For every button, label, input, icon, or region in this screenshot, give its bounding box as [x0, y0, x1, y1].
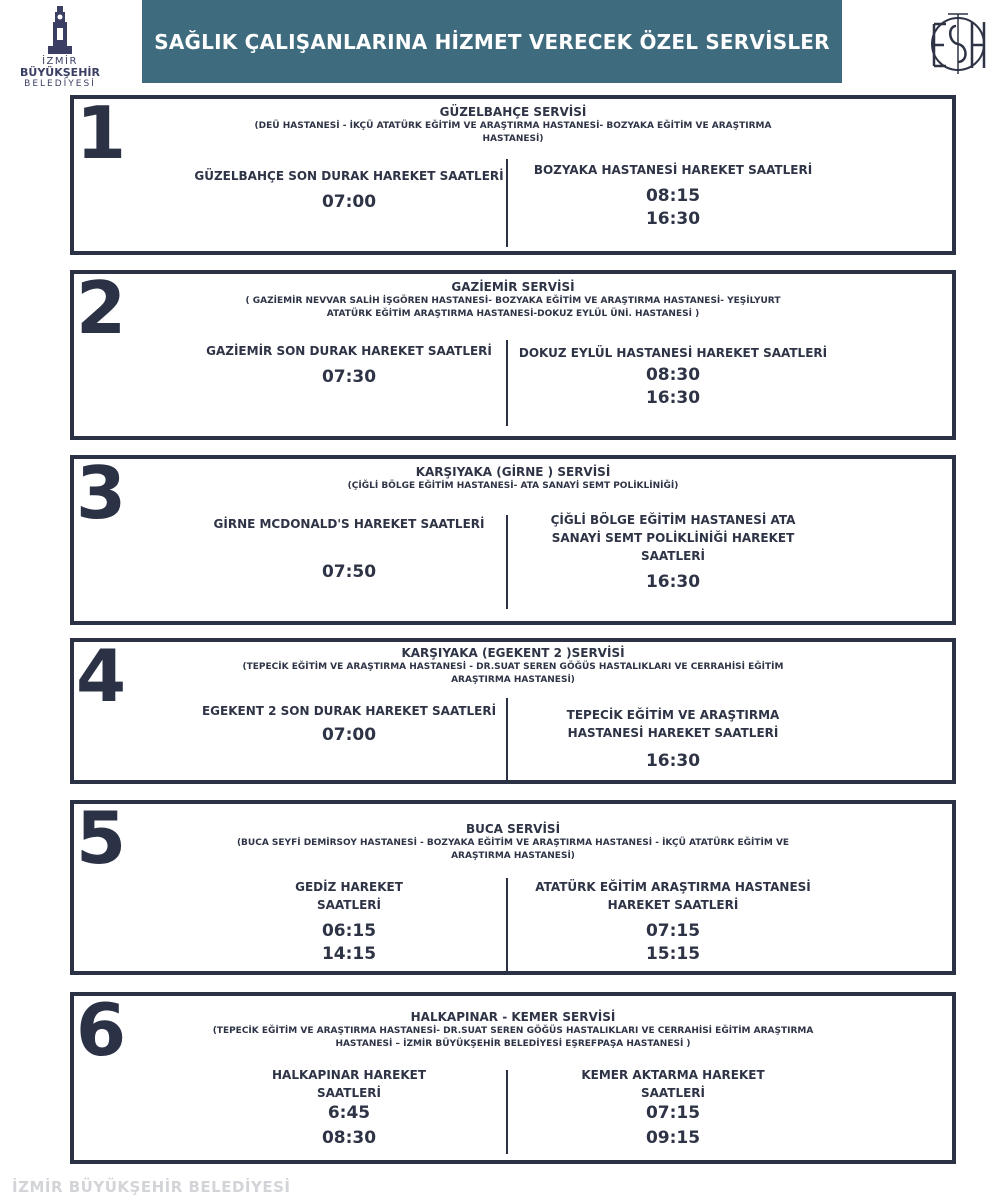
- route-subtitle: (BUCA SEYFİ DEMİRSOY HASTANESİ - BOZYAKA EĞİTİM VE ARAŞTIRMA HASTANESİ - İKÇÜ ATATÜRK EĞİTİM VE ARAŞTIRMA HASTANESİ): [236, 838, 790, 861]
- departure-time: 09:15: [645, 1128, 701, 1148]
- column-divider: [506, 878, 508, 971]
- route-subtitle: (TEPECİK EĞİTİM VE ARAŞTIRMA HASTANESİ - DR.SUAT SEREN GÖĞÜS HASTALIKLARI VE CERRAHİSİ EĞİTİM ARAŞTIRMA HASTANESİ): [242, 662, 784, 685]
- route-title: HALKAPINAR - KEMER SERVİSİ: [410, 1010, 616, 1024]
- route-card-5: [70, 796, 956, 975]
- departure-time: 07:00: [321, 192, 377, 212]
- departure-time: 08:30: [321, 1128, 377, 1148]
- izmir-logo: [6, 4, 114, 90]
- route-subtitle: ( GAZİEMİR NEVVAR SALİH İŞGÖREN HASTANESİ- BOZYAKA EĞİTİM VE ARAŞTIRMA HASTANESİ- YEŞİLYURT ATATÜRK EĞİTİM ARAŞTIRMA HASTANESİ-DOKUZ EYLÜL ÜNİ. HASTANESİ ): [245, 296, 781, 319]
- footer-watermark: İZMİR BÜYÜKŞEHİR BELEDİYESİ: [12, 1178, 291, 1196]
- route-card-2: [70, 266, 956, 440]
- departure-time: 08:15: [645, 186, 701, 206]
- route-subtitle: (ÇİĞLİ BÖLGE EĞİTİM HASTANESİ- ATA SANAYİ SEMT POLİKLİNİĞİ): [347, 481, 679, 491]
- right-stop-label: KEMER AKTARMA HAREKET SAATLERİ: [581, 1068, 765, 1100]
- route-card-1: [70, 91, 956, 255]
- right-stop-label: ÇİĞLİ BÖLGE EĞİTİM HASTANESİ ATA SANAYİ SEMT POLİKLİNİĞİ HAREKET SAATLERİ: [550, 513, 796, 563]
- route-number: 4: [76, 634, 127, 718]
- route-title: BUCA SERVİSİ: [465, 822, 561, 836]
- departure-time: 16:30: [645, 388, 701, 408]
- route-title: GÜZELBAHÇE SERVİSİ: [439, 105, 587, 119]
- right-stop-label: BOZYAKA HASTANESİ HAREKET SAATLERİ: [533, 163, 813, 177]
- route-number: 1: [76, 91, 127, 175]
- route-title: KARŞIYAKA (GİRNE ) SERVİSİ: [415, 465, 611, 479]
- logo-line2: BÜYÜKŞEHİR: [20, 66, 100, 79]
- departure-time: 06:15: [321, 921, 377, 941]
- departure-time: 14:15: [321, 944, 377, 964]
- left-stop-label: GAZİEMİR SON DURAK HAREKET SAATLERİ: [206, 344, 492, 358]
- right-stop-label: TEPECİK EĞİTİM VE ARAŞTIRMA HASTANESİ HAREKET SAATLERİ: [566, 708, 780, 740]
- route-number: 2: [76, 266, 127, 350]
- logo-line1: İZMİR: [42, 56, 78, 67]
- logo-line3: BELEDİYESİ: [24, 79, 96, 89]
- departure-time: 07:15: [645, 921, 701, 941]
- departure-time: 16:30: [645, 209, 701, 229]
- left-stop-label: GÜZELBAHÇE SON DURAK HAREKET SAATLERİ: [194, 169, 504, 183]
- route-number: 6: [76, 988, 127, 1072]
- departure-time: 08:30: [645, 365, 701, 385]
- departure-time: 16:30: [645, 572, 701, 592]
- departure-time: 15:15: [645, 944, 701, 964]
- route-card-6: [70, 988, 956, 1164]
- route-card-3: [70, 451, 956, 625]
- column-divider: [506, 340, 508, 426]
- eshot-monogram-icon: [920, 4, 996, 84]
- left-stop-label: GEDİZ HAREKET SAATLERİ: [295, 880, 403, 912]
- right-stop-label: DOKUZ EYLÜL HASTANESİ HAREKET SAATLERİ: [518, 346, 828, 360]
- column-divider: [506, 159, 508, 247]
- left-stop-label: GİRNE MCDONALD'S HAREKET SAATLERİ: [213, 517, 485, 531]
- route-subtitle: (TEPECİK EĞİTİM VE ARAŞTIRMA HASTANESİ- DR.SUAT SEREN GÖĞÜS HASTALIKLARI VE CERRAHİSİ EĞİTİM ARAŞTIRMA HASTANESİ – İZMİR BÜYÜKŞEHİR BELEDİYESİ EŞREFPAŞA HASTANESİ ): [212, 1026, 814, 1049]
- departure-time: 6:45: [327, 1103, 371, 1123]
- route-card-4: [70, 634, 956, 784]
- left-stop-label: EGEKENT 2 SON DURAK HAREKET SAATLERİ: [201, 704, 497, 718]
- column-divider: [506, 698, 508, 780]
- page-title: SAĞLIK ÇALIŞANLARINA HİZMET VERECEK ÖZEL SERVİSLER: [142, 0, 842, 83]
- column-divider: [506, 1070, 508, 1154]
- left-stop-label: HALKAPINAR HAREKET SAATLERİ: [271, 1068, 427, 1100]
- route-number: 5: [76, 796, 127, 880]
- departure-time: 07:30: [321, 367, 377, 387]
- departure-time: 16:30: [645, 751, 701, 771]
- route-title: GAZİEMİR SERVİSİ: [451, 280, 575, 294]
- departure-time: 07:50: [321, 562, 377, 582]
- clock-tower-icon: [40, 4, 80, 56]
- departure-time: 07:15: [645, 1103, 701, 1123]
- departure-time: 07:00: [321, 725, 377, 745]
- right-stop-label: ATATÜRK EĞİTİM ARAŞTIRMA HASTANESİ HAREKET SAATLERİ: [535, 880, 811, 912]
- column-divider: [506, 515, 508, 609]
- route-title: KARŞIYAKA (EGEKENT 2 )SERVİSİ: [401, 646, 625, 660]
- eshot-logo: [920, 4, 996, 84]
- route-number: 3: [76, 451, 127, 535]
- route-subtitle: (DEÜ HASTANESİ - İKÇÜ ATATÜRK EĞİTİM VE ARAŞTIRMA HASTANESİ- BOZYAKA EĞİTİM VE ARAŞTIRMA HASTANESİ): [254, 121, 772, 144]
